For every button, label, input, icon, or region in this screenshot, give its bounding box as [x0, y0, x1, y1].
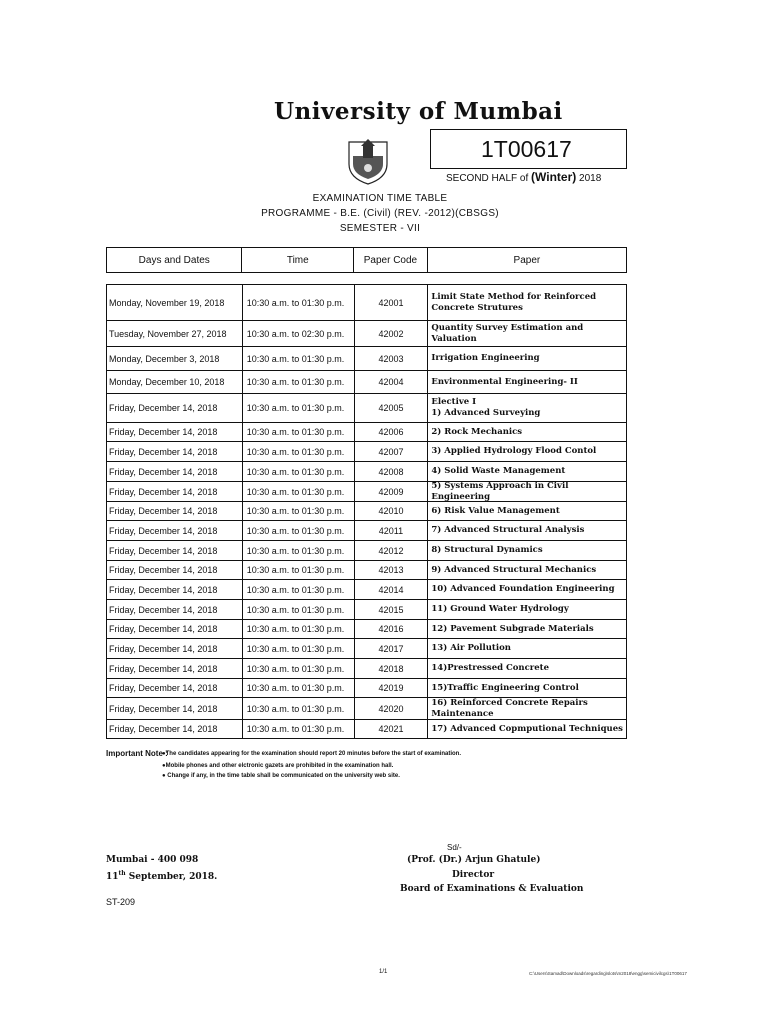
date-cell: Monday, December 3, 2018	[107, 347, 243, 370]
time-cell: 10:30 a.m. to 01:30 p.m.	[243, 541, 355, 560]
paper-code-cell: 42001	[355, 285, 429, 320]
date-cell: Friday, December 14, 2018	[107, 679, 243, 697]
paper-name-cell: 15)Traffic Engineering Control	[428, 679, 627, 697]
timetable-title: EXAMINATION TIME TABLE	[312, 193, 448, 204]
paper-code-cell: 42011	[355, 521, 429, 540]
paper-code-cell: 42013	[355, 561, 429, 579]
paper-name-cell: Quantity Survey Estimation and Valuation	[428, 321, 627, 346]
table-row	[107, 394, 627, 423]
time-cell: 10:30 a.m. to 01:30 p.m.	[243, 442, 355, 461]
table-row	[107, 462, 627, 482]
date-cell: Friday, December 14, 2018	[107, 394, 243, 422]
date-cell: Friday, December 14, 2018	[107, 698, 243, 719]
paper-code-cell: 42002	[355, 321, 429, 346]
table-row	[107, 502, 627, 521]
programme-line: PROGRAMME - B.E. (Civil) (REV. -2012)(CBSGS)	[261, 208, 499, 219]
time-cell: 10:30 a.m. to 01:30 p.m.	[243, 698, 355, 719]
paper-name-cell: 5) Systems Approach in Civil Engineering	[428, 482, 627, 501]
page-number: 1/1	[379, 969, 388, 975]
paper-name-cell: 13) Air Pollution	[428, 639, 627, 658]
time-cell: 10:30 a.m. to 01:30 p.m.	[243, 462, 355, 481]
table-row	[107, 541, 627, 561]
paper-code-cell: 42003	[355, 347, 429, 370]
table-row	[107, 600, 627, 620]
paper-code-cell: 42015	[355, 600, 429, 619]
paper-code-cell: 42017	[355, 639, 429, 658]
important-note	[106, 749, 168, 758]
paper-code-cell: 42014	[355, 580, 429, 599]
time-cell: 10:30 a.m. to 01:30 p.m.	[243, 502, 355, 520]
date-cell: Friday, December 14, 2018	[107, 502, 243, 520]
date-cell: Friday, December 14, 2018	[107, 561, 243, 579]
table-row	[107, 347, 627, 371]
date-cell: Friday, December 14, 2018	[107, 462, 243, 481]
table-row	[107, 659, 627, 679]
time-cell: 10:30 a.m. to 01:30 p.m.	[243, 580, 355, 599]
paper-name-cell: 6) Risk Value Management	[428, 502, 627, 520]
table-row	[107, 720, 627, 739]
paper-name-cell: 7) Advanced Structural Analysis	[428, 521, 627, 540]
table-row	[107, 679, 627, 698]
place: Mumbai - 400 098	[106, 855, 199, 865]
column-header: Paper	[513, 254, 541, 266]
session-year: 2018	[579, 173, 602, 184]
timetable	[106, 284, 627, 739]
paper-code-cell: 42020	[355, 698, 429, 719]
paper-code-cell: 42006	[355, 423, 429, 441]
half-prefix: SECOND HALF of	[446, 173, 529, 184]
time-cell: 10:30 a.m. to 01:30 p.m.	[243, 394, 355, 422]
date-suffix: th	[118, 870, 126, 877]
paper-name-cell: 12) Pavement Subgrade Materials	[428, 620, 627, 638]
time-cell: 10:30 a.m. to 01:30 p.m.	[243, 371, 355, 393]
table-row	[107, 561, 627, 580]
note-item: ● Change if any, in the time table shall be communicated on the university web site.	[162, 773, 400, 779]
reference-number: ST-209	[106, 897, 136, 907]
board-name: Board of Examinations & Evaluation	[400, 884, 584, 894]
time-cell: 10:30 a.m. to 01:30 p.m.	[243, 659, 355, 678]
paper-code-cell: 42012	[355, 541, 429, 560]
paper-code-cell: 42008	[355, 462, 429, 481]
time-cell: 10:30 a.m. to 01:30 p.m.	[243, 521, 355, 540]
column-header: Paper Code	[354, 248, 428, 272]
paper-code-cell: 42016	[355, 620, 429, 638]
date-cell: Friday, December 14, 2018	[107, 720, 243, 738]
column-header: Days and Dates	[107, 248, 242, 272]
time-cell: 10:30 a.m. to 01:30 p.m.	[243, 600, 355, 619]
paper-code-cell: 42007	[355, 442, 429, 461]
note-item: ●The candidates appearing for the examination should report 20 minutes before the start of examination.	[162, 751, 462, 757]
time-cell: 10:30 a.m. to 01:30 p.m.	[243, 423, 355, 441]
date-cell: Friday, December 14, 2018	[107, 600, 243, 619]
table-row	[107, 580, 627, 600]
time-cell: 10:30 a.m. to 01:30 p.m.	[243, 482, 355, 501]
time-cell: 10:30 a.m. to 01:30 p.m.	[243, 639, 355, 658]
paper-code-cell: 42005	[355, 394, 429, 422]
time-cell: 10:30 a.m. to 01:30 p.m.	[243, 285, 355, 320]
signatory-name: (Prof. (Dr.) Arjun Ghatule)	[407, 855, 541, 865]
date-cell: Friday, December 14, 2018	[107, 580, 243, 599]
table-row	[107, 698, 627, 720]
table-row	[107, 620, 627, 639]
paper-name-cell: Elective I 1) Advanced Surveying	[428, 394, 627, 422]
date-cell: Friday, December 14, 2018	[107, 639, 243, 658]
paper-name-cell: Irrigation Engineering	[428, 347, 627, 370]
time-cell: 10:30 a.m. to 01:30 p.m.	[243, 620, 355, 638]
table-row	[107, 482, 627, 502]
paper-code-cell: 42018	[355, 659, 429, 678]
time-cell: 10:30 a.m. to 01:30 p.m.	[243, 561, 355, 579]
date-day: 11	[106, 872, 119, 882]
paper-code-cell: 42021	[355, 720, 429, 738]
paper-name-cell: 9) Advanced Structural Mechanics	[428, 561, 627, 579]
date-cell: Friday, December 14, 2018	[107, 423, 243, 441]
table-row	[107, 423, 627, 442]
signatory-designation: Director	[452, 870, 495, 880]
paper-code-cell: 42019	[355, 679, 429, 697]
table-row	[107, 442, 627, 462]
date-cell: Friday, December 14, 2018	[107, 620, 243, 638]
university-title: University of Mumbai	[274, 98, 563, 125]
table-row	[107, 321, 627, 347]
time-cell: 10:30 a.m. to 01:30 p.m.	[243, 720, 355, 738]
session-name: (Winter)	[531, 170, 577, 184]
table-row	[107, 639, 627, 659]
paper-name-cell: 16) Reinforced Concrete Repairs Maintenance	[428, 698, 627, 719]
signed-mark: Sd/-	[447, 843, 462, 852]
exam-code-box: 1T00617	[430, 129, 627, 169]
paper-code-cell: 42010	[355, 502, 429, 520]
paper-name-cell: 10) Advanced Foundation Engineering	[428, 580, 627, 599]
table-row	[107, 521, 627, 541]
paper-name-cell: 11) Ground Water Hydrology	[428, 600, 627, 619]
date-cell: Friday, December 14, 2018	[107, 541, 243, 560]
column-header: Time	[242, 248, 354, 272]
date-cell: Friday, December 14, 2018	[107, 442, 243, 461]
date-rest: September, 2018.	[125, 872, 218, 882]
paper-name-cell: 17) Advanced Copmputional Techniques	[428, 720, 627, 738]
date-cell: Friday, December 14, 2018	[107, 659, 243, 678]
table-header	[106, 247, 627, 273]
time-cell: 10:30 a.m. to 01:30 p.m.	[243, 347, 355, 370]
university-seal-icon	[345, 136, 391, 186]
paper-name-cell: 4) Solid Waste Management	[428, 462, 627, 481]
date-cell: Friday, December 14, 2018	[107, 521, 243, 540]
table-row	[107, 371, 627, 394]
paper-name-cell: 3) Applied Hydrology Flood Contol	[428, 442, 627, 461]
date-cell: Tuesday, November 27, 2018	[107, 321, 243, 346]
note-label: Important Note :	[106, 749, 168, 758]
issue-date	[106, 870, 217, 882]
semester-line: SEMESTER - VII	[339, 223, 421, 234]
note-item: ●Mobile phones and other elctronic gazets are prohibited in the examination hall.	[162, 763, 394, 769]
date-cell: Monday, December 10, 2018	[107, 371, 243, 393]
paper-code-cell: 42009	[355, 482, 429, 501]
paper-name-cell: 2) Rock Mechanics	[428, 423, 627, 441]
time-cell: 10:30 a.m. to 02:30 p.m.	[243, 321, 355, 346]
paper-name-cell: Environmental Engineering- II	[428, 371, 627, 393]
paper-name-cell: 14)Prestressed Concrete	[428, 659, 627, 678]
paper-name-cell: Limit State Method for Reinforced Concrete Strutures	[428, 285, 627, 320]
date-cell: Friday, December 14, 2018	[107, 482, 243, 501]
date-cell: Monday, November 19, 2018	[107, 285, 243, 320]
time-cell: 10:30 a.m. to 01:30 p.m.	[243, 679, 355, 697]
session-line	[446, 170, 601, 184]
file-path: C:\Users\Samad\Downloads\regarding\slots\m2018\engg\semicivilcgs\1T00617	[529, 971, 687, 976]
paper-code-cell: 42004	[355, 371, 429, 393]
paper-name-cell: 8) Structural Dynamics	[428, 541, 627, 560]
table-row	[107, 285, 627, 321]
